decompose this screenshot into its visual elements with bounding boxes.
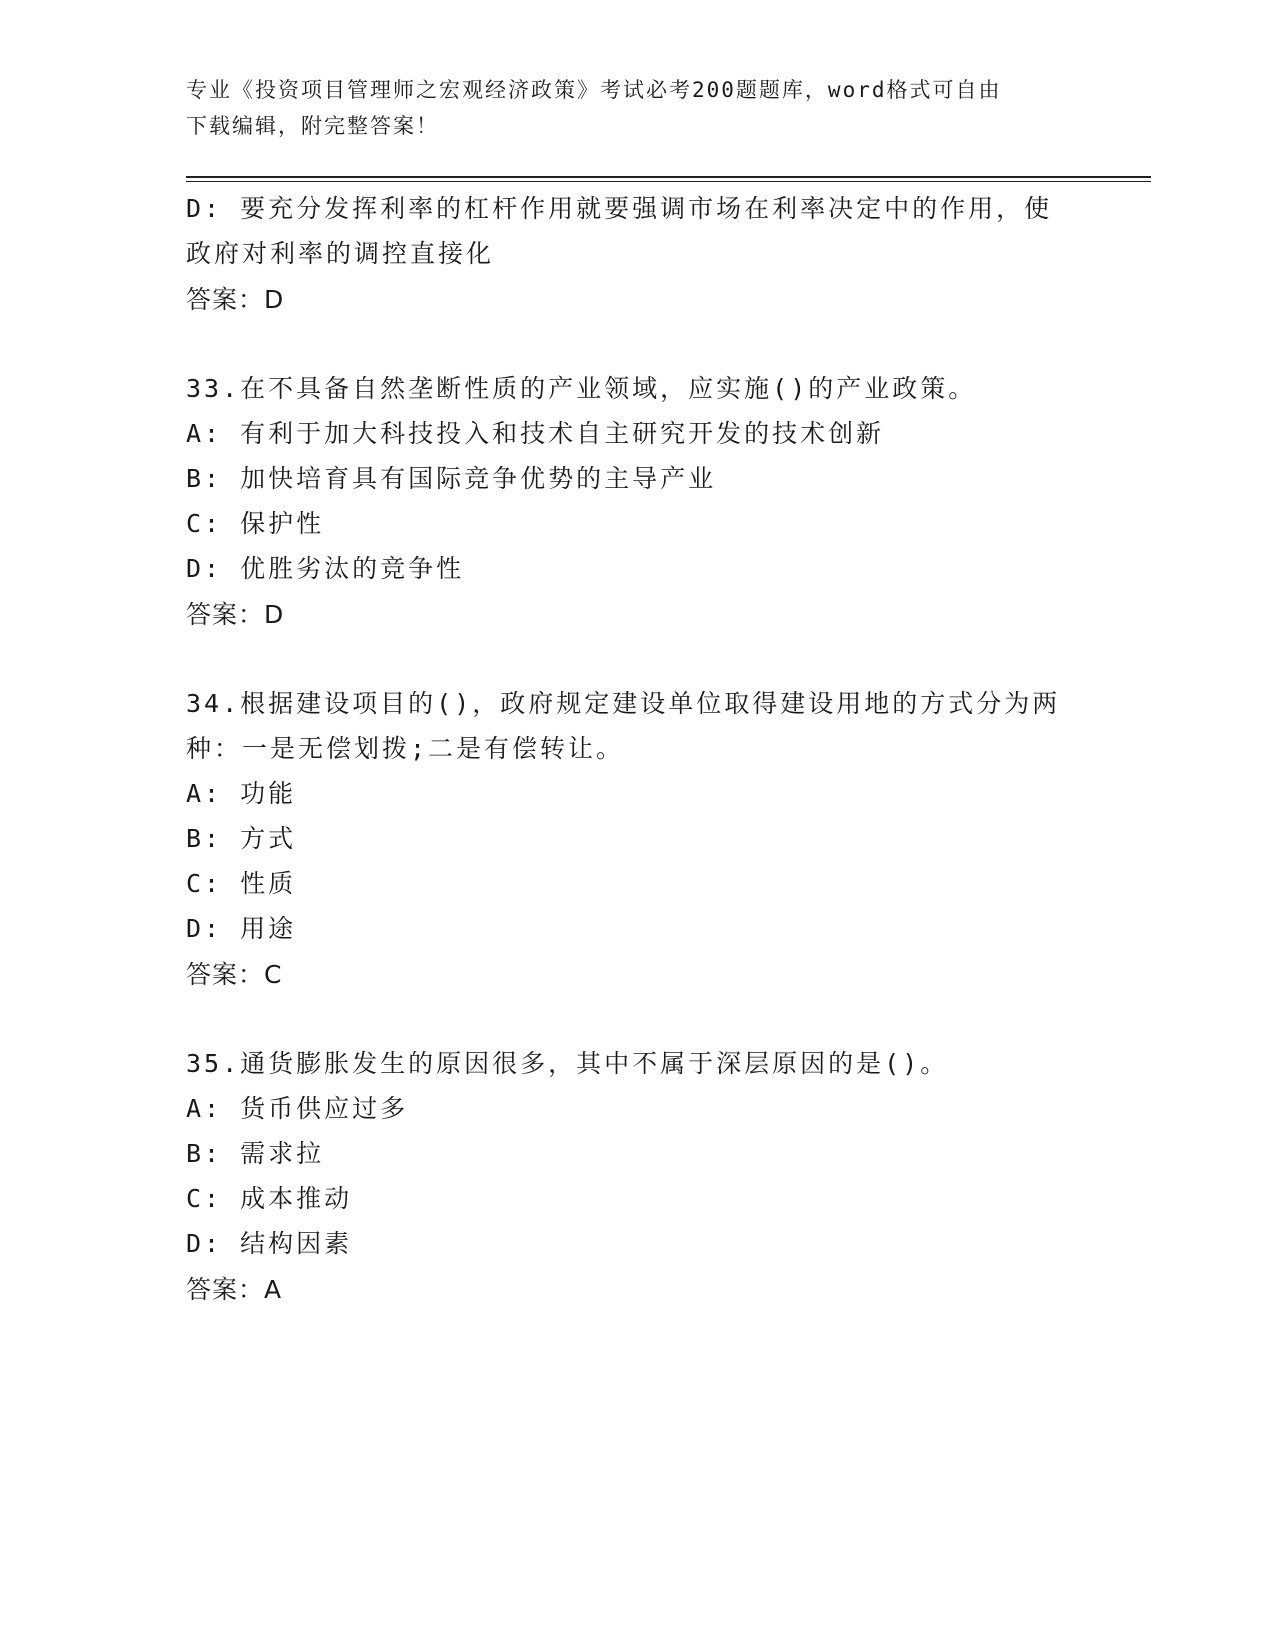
header-line-2: 下载编辑，附完整答案！ xyxy=(186,114,439,138)
answer-line: 答案：D xyxy=(186,600,285,629)
option-d: D: 优胜劣汰的竞争性 xyxy=(186,554,465,583)
answer-line: 答案：A xyxy=(186,1275,283,1304)
question-35 xyxy=(186,1041,1086,1314)
spacer xyxy=(186,324,1086,366)
option-d: D: 要充分发挥利率的杠杆作用就要强调市场在利率决定中的作用，使 xyxy=(186,194,1053,223)
spacer xyxy=(186,999,1086,1041)
document-header xyxy=(186,72,1066,144)
header-line-1: 专业《投资项目管理师之宏观经济政策》考试必考200题题库，word格式可自由 xyxy=(186,78,1002,102)
option-b: B: 方式 xyxy=(186,824,297,853)
question-stem-continued: 种：一是无偿划拨;二是有偿转让。 xyxy=(186,734,625,763)
answer-line: 答案：D xyxy=(186,285,285,314)
option-b: B: 需求拉 xyxy=(186,1139,325,1168)
option-c: C: 成本推动 xyxy=(186,1184,353,1213)
spacer xyxy=(186,639,1086,681)
option-d: D: 结构因素 xyxy=(186,1229,353,1258)
question-33 xyxy=(186,366,1086,639)
question-stem: 34.根据建设项目的()，政府规定建设单位取得建设用地的方式分为两 xyxy=(186,689,1061,718)
header-rule-thick xyxy=(186,176,1151,178)
option-c: C: 性质 xyxy=(186,869,297,898)
option-a: A: 有利于加大科技投入和技术自主研究开发的技术创新 xyxy=(186,419,885,448)
option-b: B: 加快培育具有国际竞争优势的主导产业 xyxy=(186,464,717,493)
question-stem: 35.通货膨胀发生的原因很多，其中不属于深层原因的是()。 xyxy=(186,1049,949,1078)
question-list xyxy=(186,186,1086,1314)
answer-line: 答案：C xyxy=(186,960,283,989)
question-32-tail xyxy=(186,186,1086,324)
option-a: A: 功能 xyxy=(186,779,297,808)
header-rule-thin xyxy=(186,181,1151,182)
option-d-continued: 政府对利率的调控直接化 xyxy=(186,239,495,268)
question-34 xyxy=(186,681,1086,999)
question-stem: 33.在不具备自然垄断性质的产业领域，应实施()的产业政策。 xyxy=(186,374,977,403)
option-d: D: 用途 xyxy=(186,914,297,943)
option-c: C: 保护性 xyxy=(186,509,325,538)
option-a: A: 货币供应过多 xyxy=(186,1094,409,1123)
